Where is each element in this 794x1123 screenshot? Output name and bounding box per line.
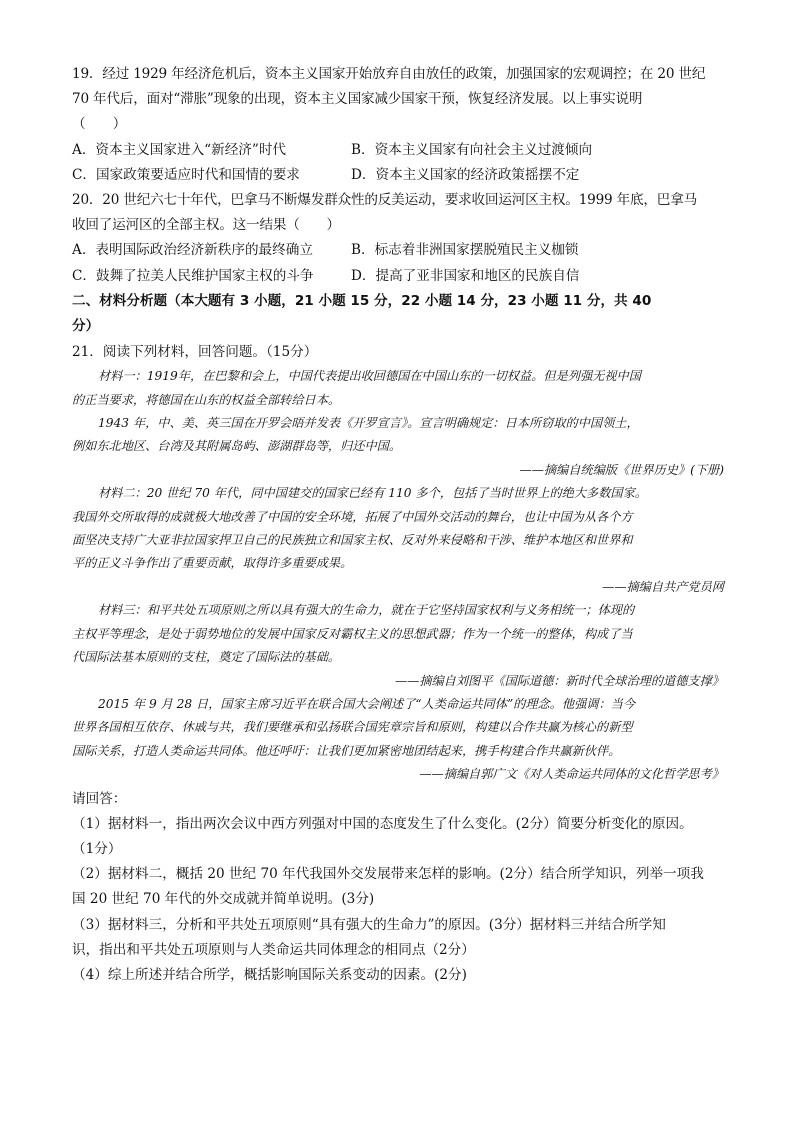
subquestion1-line2: （1分） — [72, 840, 122, 857]
subquestion4-line1: （4）综上所述并结合所学，概括影响国际关系变动的因素。(2分) — [72, 966, 467, 983]
material1-source: ——摘编自统编版《世界历史》(下册) — [519, 462, 724, 477]
material3-source: ——摘编自刘图平《国际道德：新时代全球治理的道德支撑》 — [394, 673, 724, 688]
material4-line1: 2015 年 9 月 28 日，国家主席习近平在联合国大会阐述了“人类命运共同体”的理念。他强调：当今 — [98, 696, 636, 711]
section-heading-line2: 分） — [72, 318, 100, 335]
q19-options-row1 — [72, 138, 724, 163]
q19-stem-line2: 70 年代后，面对“滞胀”现象的出现，资本主义国家减少国家干预，恢复经济发展。以上事实说明 — [72, 91, 643, 108]
q20-option-c: C．鼓舞了拉美人民维护国家主权的斗争 — [72, 267, 314, 284]
q20-options-row1 — [72, 238, 724, 263]
material4-line2: 世界各国相互依存、休戚与共，我们要继承和弘扬联合国宪章宗旨和原则，构建以合作共赢为核心的新型 — [72, 720, 633, 735]
q19-answer-blank: （ ） — [72, 116, 127, 133]
q20-option-b: B．标志着非洲国家摆脱殖民主义枷锁 — [351, 242, 579, 259]
answer-prompt: 请回答： — [72, 790, 127, 807]
q19-option-a: A．资本主义国家进入“新经济”时代 — [72, 141, 287, 158]
subquestion2-line2: 国 20 世纪 70 年代的外交成就并简单说明。(3分) — [72, 891, 375, 908]
q20-stem-line2: 收回了运河区的全部主权。这一结果（ ） — [72, 217, 340, 234]
q20-option-a: A．表明国际政治经济新秩序的最终确立 — [72, 242, 313, 259]
q20-option-d: D．提高了亚非国家和地区的民族自信 — [351, 267, 580, 284]
material2-line3: 面坚决支持广大亚非拉国家捍卫自己的民族独立和国家主权、反对外来侵略和干涉、维护本地区和世界和 — [72, 533, 633, 548]
material3-line2: 主权平等理念，是处于弱势地位的发展中国家反对霸权主义的思想武器；作为一个统一的整体，构成了当 — [72, 626, 633, 641]
q21-intro: 21．阅读下列材料，回答问题。（15分） — [72, 344, 318, 361]
material1-line2: 的正当要求，将德国在山东的权益全部转给日本。 — [72, 392, 341, 407]
material1-line1: 材料一：1919年，在巴黎和会上，中国代表提出收回德国在中国山东的一切权益。但是列强无视中国 — [98, 369, 641, 384]
material2-line2: 我国外交所取得的成就极大地改善了中国的安全环境，拓展了中国外交活动的舞台，也让中国为从各个方 — [72, 509, 633, 524]
exam-page — [72, 62, 724, 988]
q20-options-row2 — [72, 264, 724, 289]
material1-line4: 例如东北地区、台湾及其附属岛屿、澎湖群岛等，归还中国。 — [72, 439, 402, 454]
material4-line3: 国际关系，打造人类命运共同体。他还呼吁：让我们更加紧密地团结起来，携手构建合作共赢新伙伴。 — [72, 743, 621, 758]
material2-line4: 平的正义斗争作出了重要贡献，取得许多重要成果。 — [72, 556, 353, 571]
q19-option-d: D．资本主义国家的经济政策摇摆不定 — [351, 166, 580, 183]
subquestion1-line1: （1）据材料一，指出两次会议中西方列强对中国的态度发生了什么变化。(2分）简要分析变化的原因。 — [72, 815, 693, 832]
subquestion3-line2: 识，指出和平共处五项原则与人类命运共同体理念的相同点（2分） — [72, 941, 475, 958]
material2-line1: 材料二：20 世纪 70 年代，同中国建交的国家已经有 110 多个，包括了当时世界上的绝大多数国家。 — [98, 486, 647, 501]
section-heading-line1: 二、材料分析题（本大题有 3 小题，21 小题 15 分，22 小题 14 分，23 小题 11 分，共 40 — [72, 292, 652, 309]
q19-option-b: B．资本主义国家有向社会主义过渡倾向 — [351, 141, 593, 158]
material2-source: ——摘编自共产党员网 — [602, 579, 724, 594]
q19-option-c: C．国家政策要适应时代和国情的要求 — [72, 166, 300, 183]
q19-options-row2 — [72, 163, 724, 188]
subquestion2-line1: （2）据材料二，概括 20 世纪 70 年代我国外交发展带来怎样的影响。(2分）结合所学知识，列举一项我 — [72, 866, 704, 883]
q19-stem-line1: 19．经过 1929 年经济危机后，资本主义国家开始放弃自由放任的政策，加强国家的宏观调控；在 20 世纪 — [72, 66, 706, 82]
material1-line3: 1943 年，中、美、英三国在开罗会晤并发表《开罗宣言》。宣言明确规定：日本所窃取的中国领土， — [98, 416, 639, 431]
subquestion3-line1: （3）据材料三，分析和平共处五项原则“具有强大的生命力”的原因。(3分）据材料三并结合所学知 — [72, 916, 666, 933]
material4-source: ——摘编自郭广文《对人类命运共同体的文化哲学思考》 — [419, 767, 724, 782]
material3-line1: 材料三：和平共处五项原则之所以具有强大的生命力，就在于它坚持国家权利与义务相统一；体现的 — [98, 603, 635, 618]
q20-stem-line1: 20．20 世纪六七十年代，巴拿马不断爆发群众性的反美运动，要求收回运河区主权。1999 年底，巴拿马 — [72, 192, 697, 209]
material3-line3: 代国际法基本原则的支柱，奠定了国际法的基础。 — [72, 650, 341, 665]
